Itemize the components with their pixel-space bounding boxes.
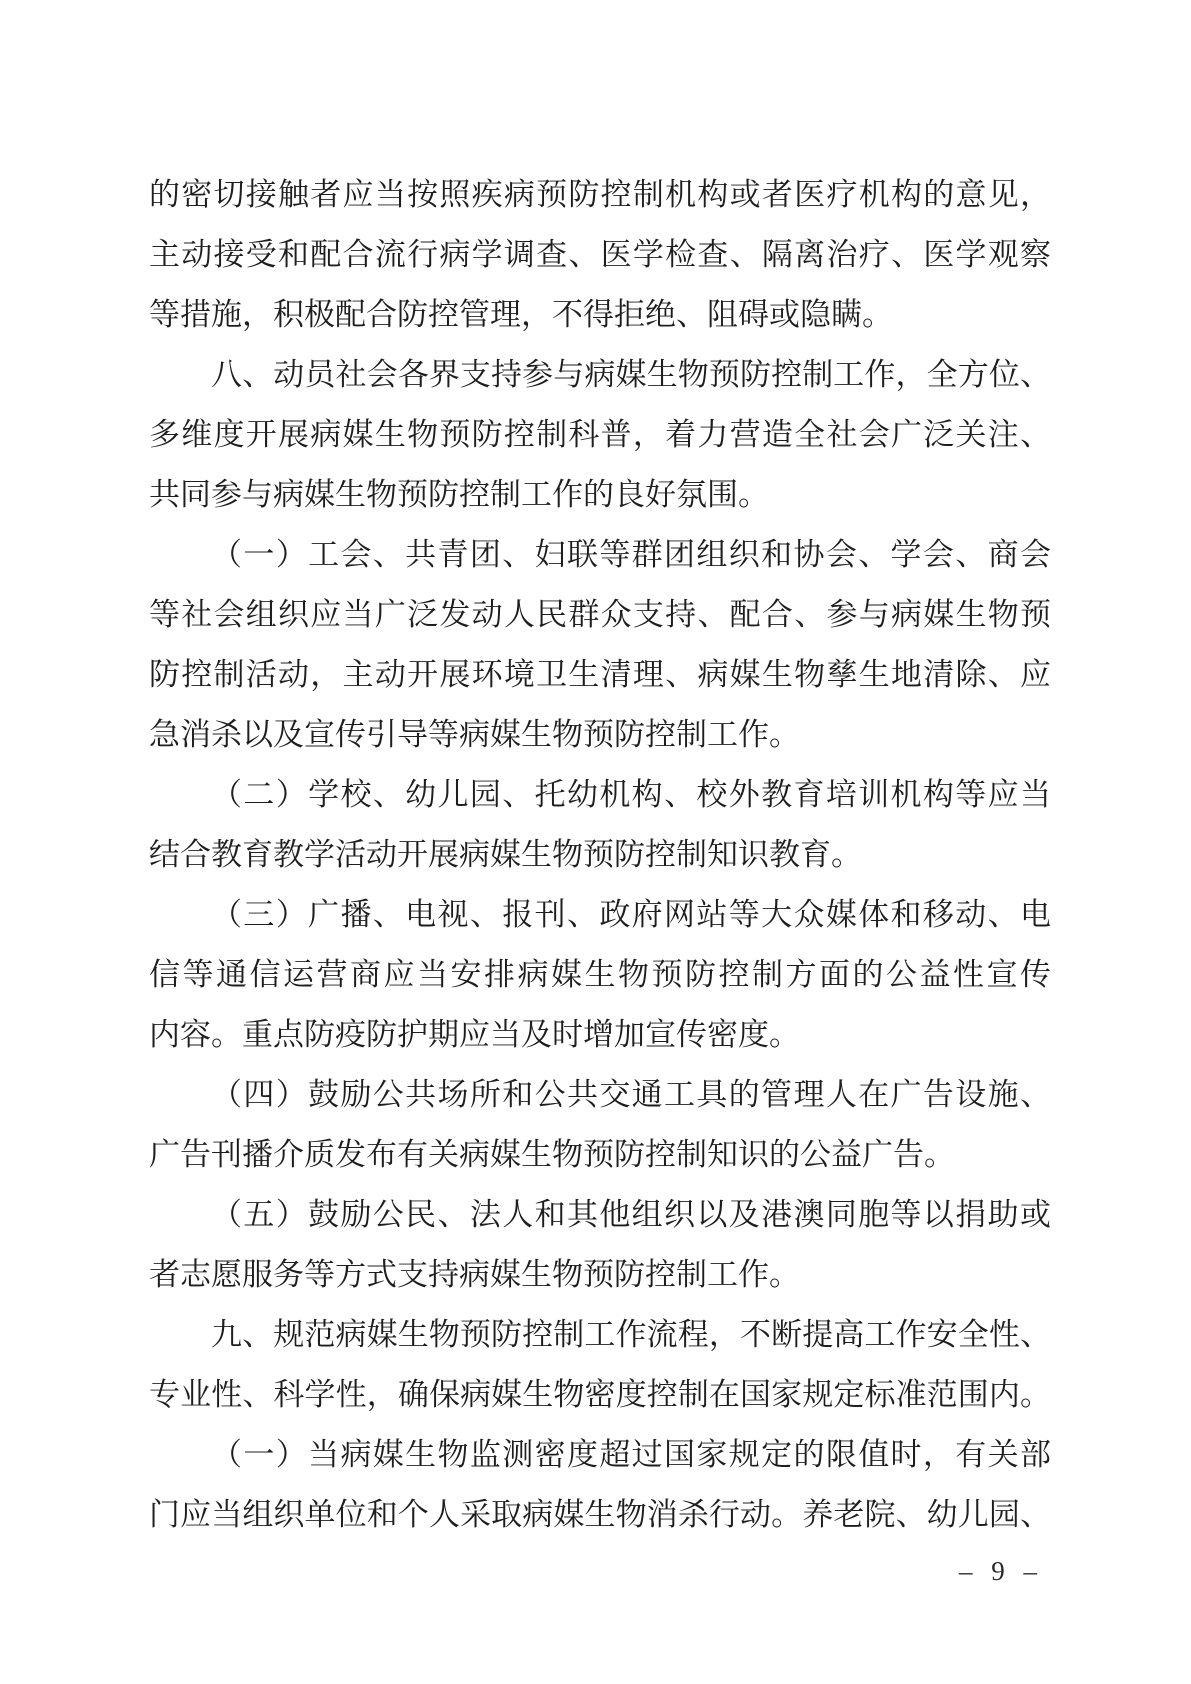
text-line: 防控制活动，主动开展环境卫生清理、病媒生物孳生地清除、应 bbox=[149, 657, 1051, 692]
text-line: 急消杀以及宣传引导等病媒生物预防控制工作。 bbox=[149, 717, 800, 752]
text-line: 内容。重点防疫防护期应当及时增加宣传密度。 bbox=[149, 1017, 800, 1052]
text-line: 八、动员社会各界支持参与病媒生物预防控制工作，全方位、 bbox=[211, 357, 1051, 392]
text-line: （二）学校、幼儿园、托幼机构、校外教育培训机构等应当 bbox=[211, 777, 1051, 812]
text-line: 的密切接触者应当按照疾病预防控制机构或者医疗机构的意见， bbox=[149, 177, 1051, 212]
text-line: 等措施，积极配合防控管理，不得拒绝、阻碍或隐瞒。 bbox=[149, 297, 893, 332]
text-line: 门应当组织单位和个人采取病媒生物消杀行动。养老院、幼儿园、 bbox=[149, 1497, 1051, 1532]
text-line: 者志愿服务等方式支持病媒生物预防控制工作。 bbox=[149, 1257, 800, 1292]
document-body bbox=[149, 165, 1051, 1545]
text-line: 广告刊播介质发布有关病媒生物预防控制知识的公益广告。 bbox=[149, 1137, 955, 1172]
text-line: （四）鼓励公共场所和公共交通工具的管理人在广告设施、 bbox=[211, 1077, 1051, 1112]
text-line: 主动接受和配合流行病学调查、医学检查、隔离治疗、医学观察 bbox=[149, 237, 1051, 272]
text-line: （一）工会、共青团、妇联等群团组织和协会、学会、商会 bbox=[211, 537, 1051, 572]
text-line: （三）广播、电视、报刊、政府网站等大众媒体和移动、电 bbox=[211, 897, 1051, 932]
text-line: （一）当病媒生物监测密度超过国家规定的限值时，有关部 bbox=[211, 1437, 1051, 1472]
text-line: 九、规范病媒生物预防控制工作流程，不断提高工作安全性、 bbox=[211, 1317, 1051, 1352]
text-line: 信等通信运营商应当安排病媒生物预防控制方面的公益性宣传 bbox=[149, 957, 1051, 992]
text-line: 共同参与病媒生物预防控制工作的良好氛围。 bbox=[149, 477, 769, 512]
text-line: 专业性、科学性，确保病媒生物密度控制在国家规定标准范围内。 bbox=[149, 1377, 1051, 1412]
text-line: 等社会组织应当广泛发动人民群众支持、配合、参与病媒生物预 bbox=[149, 597, 1051, 632]
text-line: 结合教育教学活动开展病媒生物预防控制知识教育。 bbox=[149, 837, 862, 872]
text-line: （五）鼓励公民、法人和其他组织以及港澳同胞等以捐助或 bbox=[211, 1197, 1051, 1232]
page-number: – 9 – bbox=[959, 1556, 1043, 1586]
text-line: 多维度开展病媒生物预防控制科普，着力营造全社会广泛关注、 bbox=[149, 417, 1051, 452]
